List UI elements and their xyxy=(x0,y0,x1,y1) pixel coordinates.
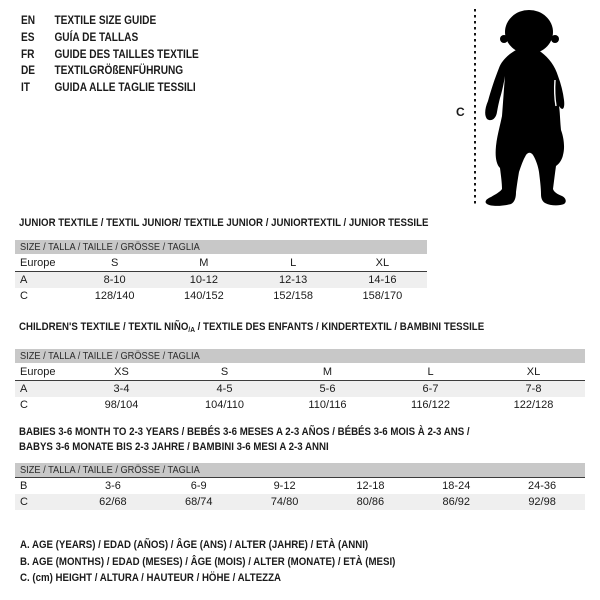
size-cell: 110/116 xyxy=(308,399,347,411)
size-cell: S xyxy=(220,365,229,378)
language-row xyxy=(21,30,199,47)
note-age-months: B. AGE (MONTHS) / EDAD (MESES) / ÂGE (MOIS) / ALTER (MONATE) / ETÀ (MESI) xyxy=(20,555,396,568)
size-cell: 98/104 xyxy=(104,399,139,411)
language-title: GUIDE DES TAILLES TEXTILE xyxy=(54,48,199,61)
language-code: EN xyxy=(21,15,36,27)
size-cell: 6-7 xyxy=(422,383,439,395)
size-cell: 86/92 xyxy=(442,496,470,508)
language-row xyxy=(21,13,199,30)
size-cell: 12-18 xyxy=(356,480,385,492)
table-row-europe xyxy=(15,363,585,380)
section-junior-textile xyxy=(15,217,484,304)
section-childrens-textile xyxy=(15,321,585,413)
size-cell: 158/170 xyxy=(362,290,403,302)
section-title: CHILDREN'S TEXTILE / TEXTIL $NIÑO_{/A}$ / TEXTILE DES ENFANTS / KINDERTEXTIL / BAMBINI TESSILE xyxy=(19,321,485,334)
row-label: B xyxy=(20,480,28,492)
language-title: GUÍA DE TALLAS xyxy=(54,31,139,44)
size-cell: 12-13 xyxy=(279,274,308,286)
size-cell: XL xyxy=(526,365,541,378)
language-code: IT xyxy=(21,82,31,95)
size-cell: 104/110 xyxy=(205,399,244,411)
size-cell: 140/152 xyxy=(183,290,224,302)
size-cell: 9-12 xyxy=(273,480,296,492)
size-header-bar: SIZE / TALLA / TAILLE / GRÖSSE / TAGLIA xyxy=(15,463,585,477)
legend-notes xyxy=(20,537,447,587)
language-title: GUIDA ALLE TAGLIE TESSILI xyxy=(54,82,196,95)
size-cell: L xyxy=(290,256,297,269)
row-label: C xyxy=(20,399,28,411)
size-cell: 122/128 xyxy=(513,399,554,411)
size-cell: 128/140 xyxy=(94,290,135,302)
size-cell: 5-6 xyxy=(319,383,336,395)
childrens-size-table xyxy=(15,349,585,413)
size-cell: 80/86 xyxy=(356,496,385,508)
toddler-silhouette-icon xyxy=(483,8,568,208)
size-cell: 7-8 xyxy=(525,383,542,395)
table-row-age xyxy=(15,381,585,397)
language-row xyxy=(21,63,199,80)
size-cell: 74/80 xyxy=(270,496,299,508)
language-title-list xyxy=(21,13,223,97)
size-cell: S xyxy=(110,256,119,269)
note-age-years: A. AGE (YEARS) / EDAD (AÑOS) / ÂGE (ANS) / ALTER (JAHRE) / ETÀ (ANNI) xyxy=(20,539,369,551)
size-header-bar: SIZE / TALLA / TAILLE / GRÖSSE / TAGLIA xyxy=(15,349,585,363)
size-cell: 116/122 xyxy=(411,399,450,411)
size-cell: 62/68 xyxy=(99,496,127,508)
section-title: JUNIOR TEXTILE / TEXTIL JUNIOR/ TEXTILE JUNIOR / JUNIORTEXTIL / JUNIOR TESSILE xyxy=(19,217,429,229)
table-row-height xyxy=(15,397,585,413)
row-label: A xyxy=(20,274,28,286)
row-label: C xyxy=(20,290,28,302)
subscript-a: /A xyxy=(188,325,195,334)
size-cell: 8-10 xyxy=(103,274,126,286)
size-cell: 3-6 xyxy=(104,480,121,492)
size-cell: 14-16 xyxy=(368,274,397,286)
section-title: BABIES 3-6 MONTH TO 2-3 YEARS / BEBÉS 3-6 MESES A 2-3 AÑOS / BÉBÉS 3-6 MOIS À 2-3 ANS / BABYS 3-6 MONATE BIS 2-3 JAHRE / BAMBINI 3-6 MESI A 2-3 ANNI xyxy=(19,426,470,453)
table-row-age xyxy=(15,272,427,288)
language-code: DE xyxy=(21,65,36,78)
size-cell: 10-12 xyxy=(189,274,218,286)
row-label: Europe xyxy=(20,365,56,378)
row-label: C xyxy=(20,496,28,508)
size-cell: XL xyxy=(375,256,390,269)
babies-size-table xyxy=(15,463,585,510)
size-cell: M xyxy=(322,365,333,378)
size-cell: XS xyxy=(114,365,129,378)
table-row-height xyxy=(15,288,427,304)
size-cell: L xyxy=(427,365,434,378)
size-header-bar: SIZE / TALLA / TAILLE / GRÖSSE / TAGLIA xyxy=(15,240,427,254)
size-cell: 3-4 xyxy=(113,383,130,395)
language-title: TEXTILGRÖßENFÜHRUNG xyxy=(54,65,184,78)
language-title: TEXTILE SIZE GUIDE xyxy=(54,15,157,27)
table-row-height xyxy=(15,494,585,510)
junior-size-table xyxy=(15,240,427,304)
height-label-c: C xyxy=(456,105,465,119)
row-label: Europe xyxy=(20,256,56,269)
size-cell: 6-9 xyxy=(190,480,207,492)
table-row-europe xyxy=(15,254,427,271)
size-cell: 92/98 xyxy=(528,496,556,508)
size-cell: M xyxy=(199,256,209,269)
size-cell: 152/158 xyxy=(273,290,313,302)
size-cell: 18-24 xyxy=(442,480,471,492)
height-dotted-line xyxy=(474,9,476,207)
language-row xyxy=(21,47,199,64)
language-row xyxy=(21,80,199,97)
table-row-age-months xyxy=(15,478,585,494)
size-cell: 68/74 xyxy=(184,496,213,508)
row-label: A xyxy=(20,383,28,395)
size-cell: 4-5 xyxy=(216,383,233,395)
note-height: C. (cm) HEIGHT / ALTURA / HAUTEUR / HÖHE / ALTEZZA xyxy=(20,572,282,584)
language-code: FR xyxy=(21,48,35,61)
height-measure-figure xyxy=(450,0,580,215)
size-cell: 24-36 xyxy=(528,480,557,492)
section-babies-textile xyxy=(15,425,585,510)
language-code: ES xyxy=(21,31,35,44)
